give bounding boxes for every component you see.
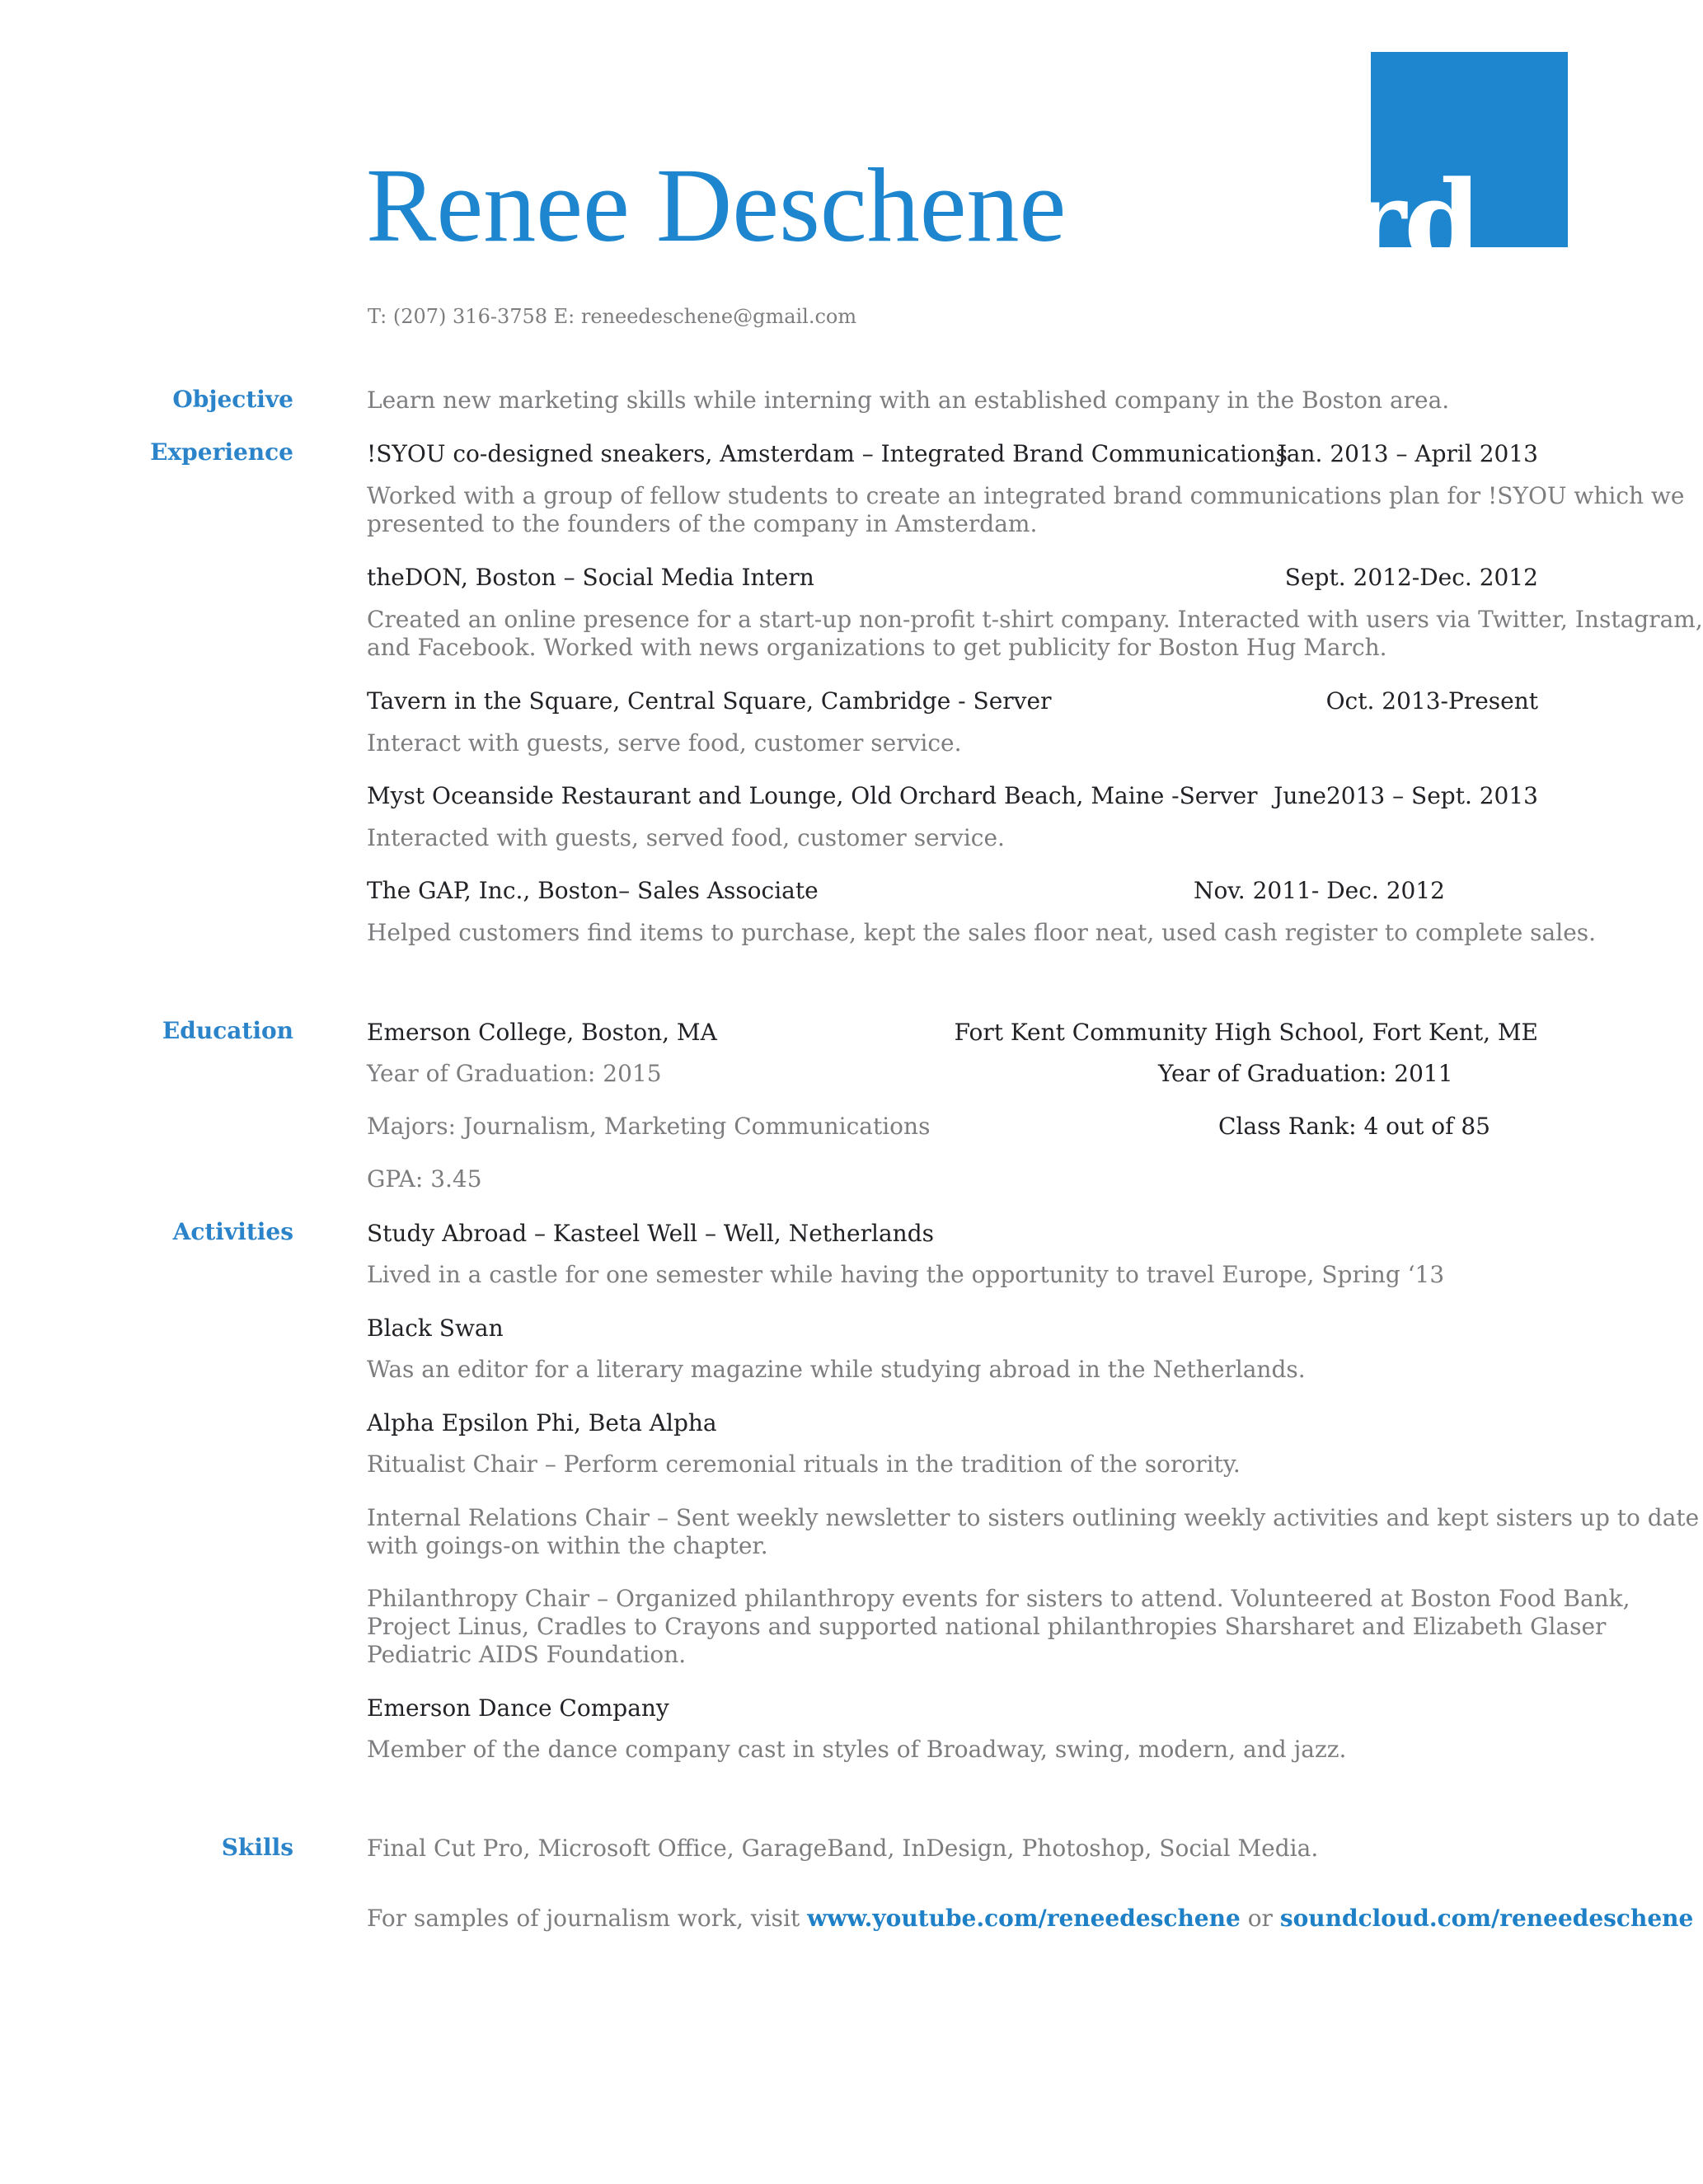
- samples-prefix: For samples of journalism work, visit: [367, 1905, 808, 1932]
- activity-title: Black Swan: [367, 1315, 504, 1342]
- samples-or: or: [1240, 1905, 1280, 1932]
- youtube-link[interactable]: www.youtube.com/reneedeschene: [807, 1905, 1241, 1932]
- activity-title: Emerson Dance Company: [367, 1694, 669, 1722]
- experience-dates: June2013 – Sept. 2013: [1274, 782, 1538, 809]
- education-college-grad: Year of Graduation: 2015: [367, 1060, 662, 1087]
- education-majors: Majors: Journalism, Marketing Communications: [367, 1113, 931, 1140]
- experience-title: Myst Oceanside Restaurant and Lounge, Old Orchard Beach, Maine -Server: [367, 782, 1258, 809]
- soundcloud-link[interactable]: soundcloud.com/reneedeschene: [1279, 1905, 1694, 1932]
- experience-desc-line: Interacted with guests, served food, customer service.: [367, 824, 1005, 851]
- experience-desc-line: presented to the founders of the company in Amsterdam.: [367, 510, 1038, 537]
- experience-dates: Nov. 2011- Dec. 2012: [1193, 877, 1445, 904]
- experience-title: The GAP, Inc., Boston– Sales Associate: [367, 877, 819, 904]
- education-gpa: GPA: 3.45: [367, 1165, 482, 1193]
- experience-desc-line: and Facebook. Worked with news organizations to get publicity for Boston Hug March.: [367, 634, 1387, 661]
- activity-desc-line: Was an editor for a literary magazine while studying abroad in the Netherlands.: [367, 1356, 1306, 1383]
- experience-desc-line: Created an online presence for a start-up non-profit t-shirt company. Interacted with users via Twitter, Instagram,: [367, 606, 1703, 633]
- samples-line: [367, 1905, 1693, 1933]
- candidate-name: Renee Deschene: [366, 147, 1067, 264]
- activity-desc-line: with goings-on within the chapter.: [367, 1532, 768, 1559]
- education-highschool-grad: Year of Graduation: 2011: [1158, 1060, 1453, 1087]
- skills-text: Final Cut Pro, Microsoft Office, GarageBand, InDesign, Photoshop, Social Media.: [367, 1835, 1319, 1862]
- activity-desc-line: Internal Relations Chair – Sent weekly newsletter to sisters outlining weekly activities and kept sisters up to date: [367, 1504, 1700, 1531]
- section-label-education: Education: [162, 1017, 293, 1044]
- activity-desc-line: Member of the dance company cast in styles of Broadway, swing, modern, and jazz.: [367, 1736, 1347, 1763]
- section-label-experience: Experience: [150, 438, 293, 466]
- activity-title: Study Abroad – Kasteel Well – Well, Netherlands: [367, 1220, 934, 1247]
- monogram-logo: [1348, 52, 1568, 286]
- activity-desc-line: Project Linus, Cradles to Crayons and supported national philanthropies Sharsharet and Elizabeth Glaser: [367, 1613, 1607, 1640]
- education-highschool-name: Fort Kent Community High School, Fort Kent, ME: [954, 1019, 1538, 1046]
- education-class-rank: Class Rank: 4 out of 85: [1218, 1113, 1490, 1140]
- monogram-initials: rd: [1348, 156, 1479, 286]
- experience-title: !SYOU co-designed sneakers, Amsterdam – Integrated Brand Communications: [367, 440, 1288, 467]
- contact-info: T: (207) 316-3758 E: reneedeschene@gmail.com: [368, 305, 857, 328]
- experience-dates: Oct. 2013-Present: [1325, 687, 1538, 715]
- experience-dates: Sept. 2012-Dec. 2012: [1284, 564, 1538, 591]
- experience-desc-line: Interact with guests, serve food, customer service.: [367, 729, 962, 757]
- section-label-activities: Activities: [172, 1218, 293, 1245]
- experience-desc-line: Helped customers find items to purchase, kept the sales floor neat, used cash register to complete sales.: [367, 919, 1597, 946]
- activity-desc-line: Pediatric AIDS Foundation.: [367, 1641, 687, 1668]
- activity-title: Alpha Epsilon Phi, Beta Alpha: [367, 1409, 717, 1436]
- experience-dates: Jan. 2013 – April 2013: [1277, 440, 1538, 467]
- section-label-skills: Skills: [221, 1834, 293, 1861]
- activity-desc-line: Philanthropy Chair – Organized philanthropy events for sisters to attend. Volunteered at Boston Food Bank,: [367, 1585, 1630, 1612]
- experience-title: theDON, Boston – Social Media Intern: [367, 564, 814, 591]
- activity-desc-line: Ritualist Chair – Perform ceremonial rituals in the tradition of the sorority.: [367, 1451, 1241, 1478]
- experience-title: Tavern in the Square, Central Square, Cambridge - Server: [367, 687, 1052, 715]
- activity-desc-line: Lived in a castle for one semester while having the opportunity to travel Europe, Spring ‘13: [367, 1261, 1445, 1288]
- objective-text: Learn new marketing skills while interning with an established company in the Boston area.: [367, 387, 1450, 414]
- education-college-name: Emerson College, Boston, MA: [367, 1019, 717, 1046]
- experience-desc-line: Worked with a group of fellow students to create an integrated brand communications plan for !SYOU which we: [367, 482, 1685, 509]
- section-label-objective: Objective: [172, 386, 293, 413]
